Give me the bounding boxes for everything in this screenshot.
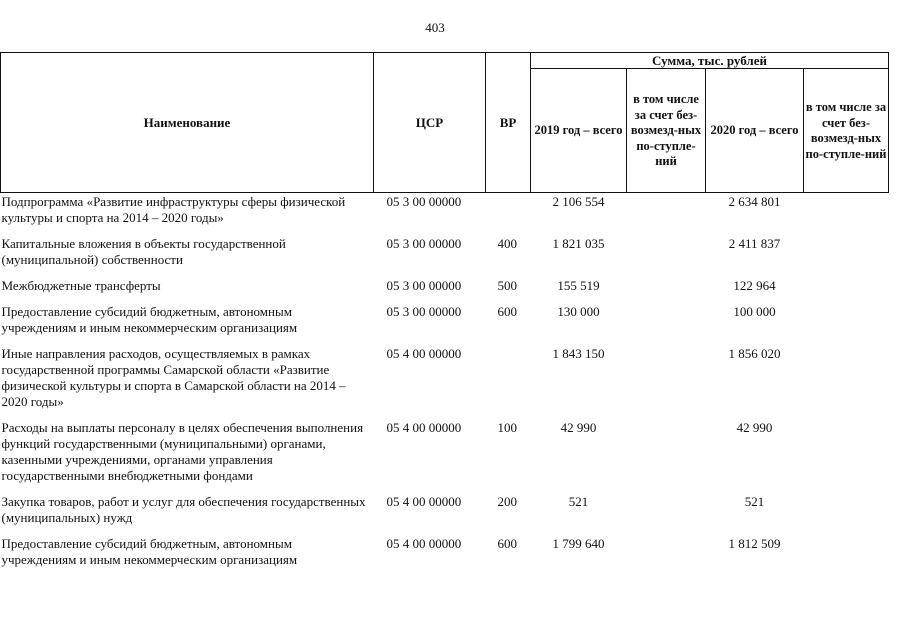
- header-vr: ВР: [486, 53, 531, 193]
- row-2020-free: [804, 536, 889, 578]
- header-csr: ЦСР: [374, 53, 486, 193]
- row-2020-total: 100 000: [733, 304, 776, 319]
- row-csr: 05 4 00 00000: [386, 346, 462, 361]
- row-2019-free: [627, 304, 706, 346]
- table-row: [1, 193, 889, 237]
- header-2020-total: 2020 год – всего: [706, 69, 804, 193]
- row-name: Подпрограмма «Развитие инфраструктуры сферы физической культуры и спорта на 2014 – 2020 годы»: [1, 194, 346, 225]
- row-2019-total: 130 000: [557, 304, 600, 319]
- row-name: Расходы на выплаты персоналу в целях обеспечения выполнения функций государственными (муниципальными) органами, казенными учреждениями, органами управления государственными внебюджетными фондами: [1, 420, 364, 483]
- row-name: Межбюджетные трансферты: [1, 278, 161, 293]
- row-csr: 05 3 00 00000: [386, 236, 462, 251]
- row-2020-free: [804, 236, 889, 278]
- row-2019-free: [627, 420, 706, 494]
- table-row: [1, 236, 889, 278]
- row-2019-total: 2 106 554: [552, 194, 605, 209]
- row-2020-free: [804, 346, 889, 420]
- row-csr: 05 4 00 00000: [386, 420, 462, 435]
- row-2019-total: 1 843 150: [552, 346, 605, 361]
- row-name: Закупка товаров, работ и услуг для обеспечения государственных (муниципальных) нужд: [1, 494, 366, 525]
- table-row: [1, 494, 889, 536]
- row-vr: [486, 346, 531, 420]
- table-row: [1, 304, 889, 346]
- row-vr: 100: [497, 420, 517, 435]
- row-2020-total: 2 411 837: [728, 236, 781, 251]
- row-2019-free: [627, 193, 706, 237]
- row-2019-total: 1 799 640: [552, 536, 605, 551]
- row-name: Иные направления расходов, осуществляемых в рамках государственной программы Самарской области «Развитие физической культуры и спорта в Самарской области на 2014 – 2020 годы»: [1, 346, 346, 409]
- table-row: [1, 278, 889, 304]
- row-2019-free: [627, 278, 706, 304]
- row-csr: 05 3 00 00000: [386, 304, 462, 319]
- row-csr: 05 4 00 00000: [386, 536, 462, 551]
- row-vr: 500: [497, 278, 517, 293]
- row-2019-free: [627, 536, 706, 578]
- row-2020-free: [804, 494, 889, 536]
- row-2020-total: 122 964: [733, 278, 776, 293]
- row-vr: [486, 193, 531, 237]
- row-name: Предоставление субсидий бюджетным, автономным учреждениям и иным некоммерческим организациям: [1, 304, 298, 335]
- row-2020-free: [804, 193, 889, 237]
- row-2020-free: [804, 278, 889, 304]
- row-2019-free: [627, 236, 706, 278]
- row-2020-total: 1 856 020: [728, 346, 781, 361]
- page-number: 403: [425, 20, 445, 35]
- row-2020-free: [804, 304, 889, 346]
- row-2020-total: 521: [744, 494, 765, 509]
- row-2020-total: 2 634 801: [728, 194, 781, 209]
- row-csr: 05 3 00 00000: [386, 194, 462, 209]
- table-row: [1, 420, 889, 494]
- row-csr: 05 3 00 00000: [386, 278, 462, 293]
- row-csr: 05 4 00 00000: [386, 494, 462, 509]
- row-2019-total: 1 821 035: [552, 236, 605, 251]
- header-2019-free: в том числе за счет без-возмезд-ных по-ступле-ний: [627, 69, 706, 193]
- row-vr: 600: [497, 304, 517, 319]
- table-row: [1, 346, 889, 420]
- row-2020-total: 1 812 509: [728, 536, 781, 551]
- row-vr: 400: [497, 236, 517, 251]
- header-2019-total: 2019 год – всего: [531, 69, 627, 193]
- header-sum: Сумма, тыс. рублей: [531, 53, 889, 69]
- row-2019-total: 521: [568, 494, 589, 509]
- header-2020-free: в том числе за счет без-возмезд-ных по-ступле-ний: [804, 69, 889, 193]
- header-name: Наименование: [1, 53, 374, 193]
- row-2019-free: [627, 346, 706, 420]
- row-2019-total: 155 519: [557, 278, 600, 293]
- budget-table: [0, 52, 889, 578]
- row-name: Предоставление субсидий бюджетным, автономным учреждениям и иным некоммерческим организациям: [1, 536, 298, 567]
- row-vr: 600: [497, 536, 517, 551]
- row-name: Капитальные вложения в объекты государственной (муниципальной) собственности: [1, 236, 286, 267]
- row-2020-total: 42 990: [736, 420, 773, 435]
- table-row: [1, 536, 889, 578]
- row-2020-free: [804, 420, 889, 494]
- row-vr: 200: [497, 494, 517, 509]
- row-2019-free: [627, 494, 706, 536]
- row-2019-total: 42 990: [560, 420, 597, 435]
